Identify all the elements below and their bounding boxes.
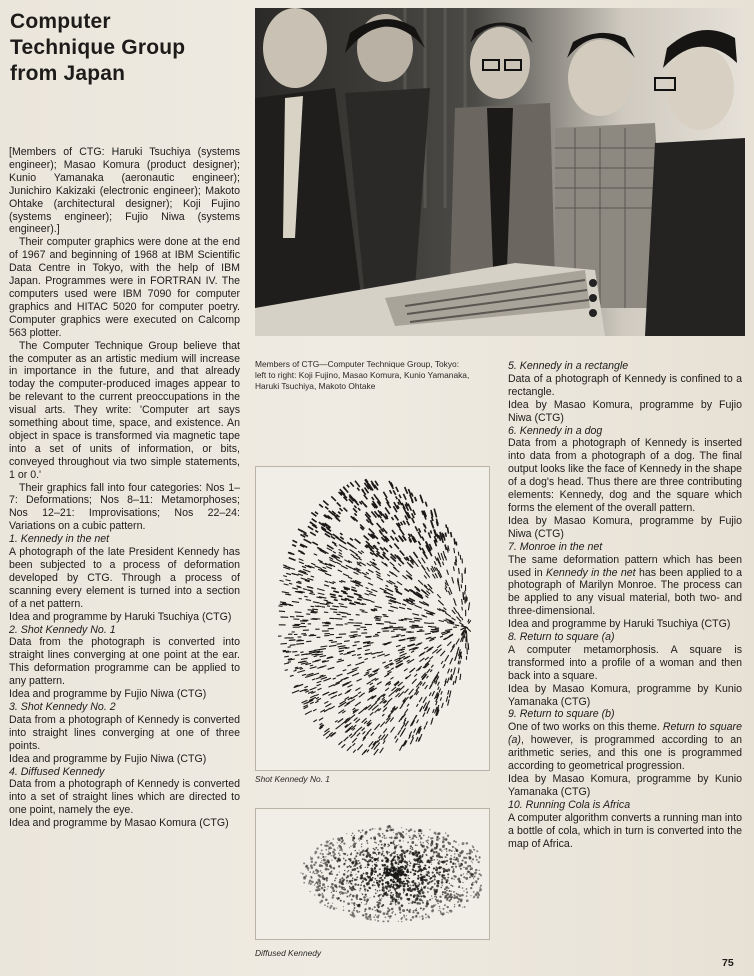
item-body: A photograph of the late President Kennedy has been subjected to a process of deformation developed by CTG. Through a process of scanning every element is turned into a section of a net pattern. [9, 546, 240, 610]
members-paragraph: [Members of CTG: Haruki Tsuchiya (systems engineer); Masao Komura (product designer); Kunio Yamanaka (aeronautic engineer); Junichiro Kakizaki (electronic engineer); Makoto Ohtake (architectural designer); Koji Fujino (systems engineer); Fujio Niwa (systems engineer).] [9, 146, 240, 236]
body-paragraph-1: Their computer graphics were done at the end of 1967 and beginning of 1968 at IBM Scientific Data Centre in Tokyo, with the help of IBM Japan. Programmes were in FORTRAN IV. The computers used were IBM 7090 for computer graphics and HITAC 5020 for computer poetry. Computer graphics were executed on Calcomp 563 plotter. [9, 236, 240, 339]
item-heading: 4. Diffused Kennedy [9, 765, 105, 778]
item-body: Data from a photograph of Kennedy is converted into a set of straight lines which are directed to one point, namely the eye. [9, 778, 240, 817]
item-body: Data from the photograph is converted into straight lines converging at one point at the ear. This deformation programme can be applied to any pattern. [9, 636, 240, 688]
item-credit: Idea and programme by Haruki Tsuchiya (CTG) [9, 610, 232, 623]
item-body-text: The same deformation pattern which has been used in [508, 553, 742, 579]
item-credit: Idea by Masao Komura, programme by Fujio Niwa (CTG) [508, 398, 742, 424]
item-body: A computer metamorphosis. A square is transformed into a profile of a woman and then back into a square. [508, 643, 742, 682]
item-credit: Idea and programme by Masao Komura (CTG) [9, 817, 229, 830]
plot-dots [300, 825, 482, 922]
item-credit: Idea and programme by Fujio Niwa (CTG) [9, 688, 207, 701]
shot-kennedy-plot [256, 467, 489, 770]
item-heading: 7. Monroe in the net [508, 540, 603, 553]
item-credit: Idea and programme by Haruki Tsuchiya (CTG) [508, 618, 731, 631]
group-photo-illustration [255, 8, 745, 336]
item-body: Data from a photograph of Kennedy is converted into straight lines converging at one of three points. [9, 713, 240, 752]
item-body: Data from a photograph of Kennedy is inserted into data from a photograph of a dog. The final output looks like the face of Kennedy in the shape of a dog's head. Thus there are three contributing elements: Kennedy, dog and the square which forms the element of the overall pattern. [508, 437, 742, 514]
item-heading: 8. Return to square (a) [508, 631, 615, 644]
diffused-kennedy-plot [256, 809, 489, 939]
item-body [508, 554, 742, 619]
body-paragraph-3: Their graphics fall into four categories: Nos 1–7: Deformations; Nos 8–11: Metamorphoses; Nos 12–21: Improvisations; Nos 22–24: Variations on a cubic pattern. [9, 481, 240, 533]
title-line-3: from Japan [10, 62, 126, 85]
left-text-column [9, 146, 240, 830]
right-text-column [508, 360, 742, 850]
item-body: A computer algorithm converts a running man into a bottle of cola, which in turn is converted into the map of Africa. [508, 811, 742, 850]
body-paragraph-2: The Computer Technique Group believe that the computer as an artistic medium will increase in importance in the future, and that already today the computer-produced images appear to be relevant to the current preoccupations in the visual arts. They write: 'Computer art says something about time, space, and existence. An object in space is transformed via magnetic tape into a set of units of information, or bits, conveyed throughout via two simple statements, 1 or 0.' [9, 339, 240, 481]
item-credit: Idea and programme by Fujio Niwa (CTG) [9, 752, 207, 765]
item-heading: 9. Return to square (b) [508, 708, 615, 721]
item-heading: 6. Kennedy in a dog [508, 424, 603, 437]
item-heading: 2. Shot Kennedy No. 1 [9, 623, 116, 636]
title-line-1: Computer [10, 10, 111, 33]
figure-1-caption: Shot Kennedy No. 1 [255, 774, 330, 784]
item-body: Data of a photograph of Kennedy is confined to a rectangle. [508, 372, 742, 398]
figure-diffused-kennedy [255, 808, 490, 940]
item-heading: 3. Shot Kennedy No. 2 [9, 700, 116, 713]
article-title [10, 9, 250, 87]
photo-caption [255, 359, 495, 393]
item-credit: Idea by Masao Komura, programme by Kunio Yamanaka (CTG) [508, 773, 742, 798]
item-body-italic: Return to square (a) [508, 721, 742, 747]
page-number: 75 [722, 957, 734, 969]
photo-caption-line-1: Members of CTG—Computer Technique Group, Tokyo: [255, 359, 460, 369]
item-credit: Idea by Masao Komura, programme by Kunio Yamanaka (CTG) [508, 682, 742, 708]
item-body-text: One of two works on this theme. [508, 721, 663, 734]
group-photo [255, 8, 745, 336]
item-credit: Idea by Masao Komura, programme by Fujio Niwa (CTG) [508, 514, 742, 540]
plot-strokes [278, 479, 471, 755]
photo-caption-line-2: left to right: Koji Fujino, Masao Komura, Kunio Yamanaka, Haruki Tsuchiya, Makoto Ohtake [255, 370, 470, 392]
item-body [508, 721, 742, 773]
item-body-text: has been applied to a photograph of Marilyn Monroe. The process can be applied to any visual material, both two- and three-dimensional. [508, 566, 742, 618]
item-body-text: , however, is programmed according to an arithmetic series, and this one is programmed according to geometrical progression. [508, 734, 742, 773]
item-body-italic: Kennedy in the net [545, 566, 636, 579]
figure-shot-kennedy [255, 466, 490, 771]
item-heading: 1. Kennedy in the net [9, 533, 110, 546]
item-heading: 5. Kennedy in a rectangle [508, 360, 629, 372]
figure-2-caption: Diffused Kennedy [255, 948, 322, 958]
item-heading: 10. Running Cola is Africa [508, 798, 631, 811]
title-line-2: Technique Group [10, 36, 186, 59]
